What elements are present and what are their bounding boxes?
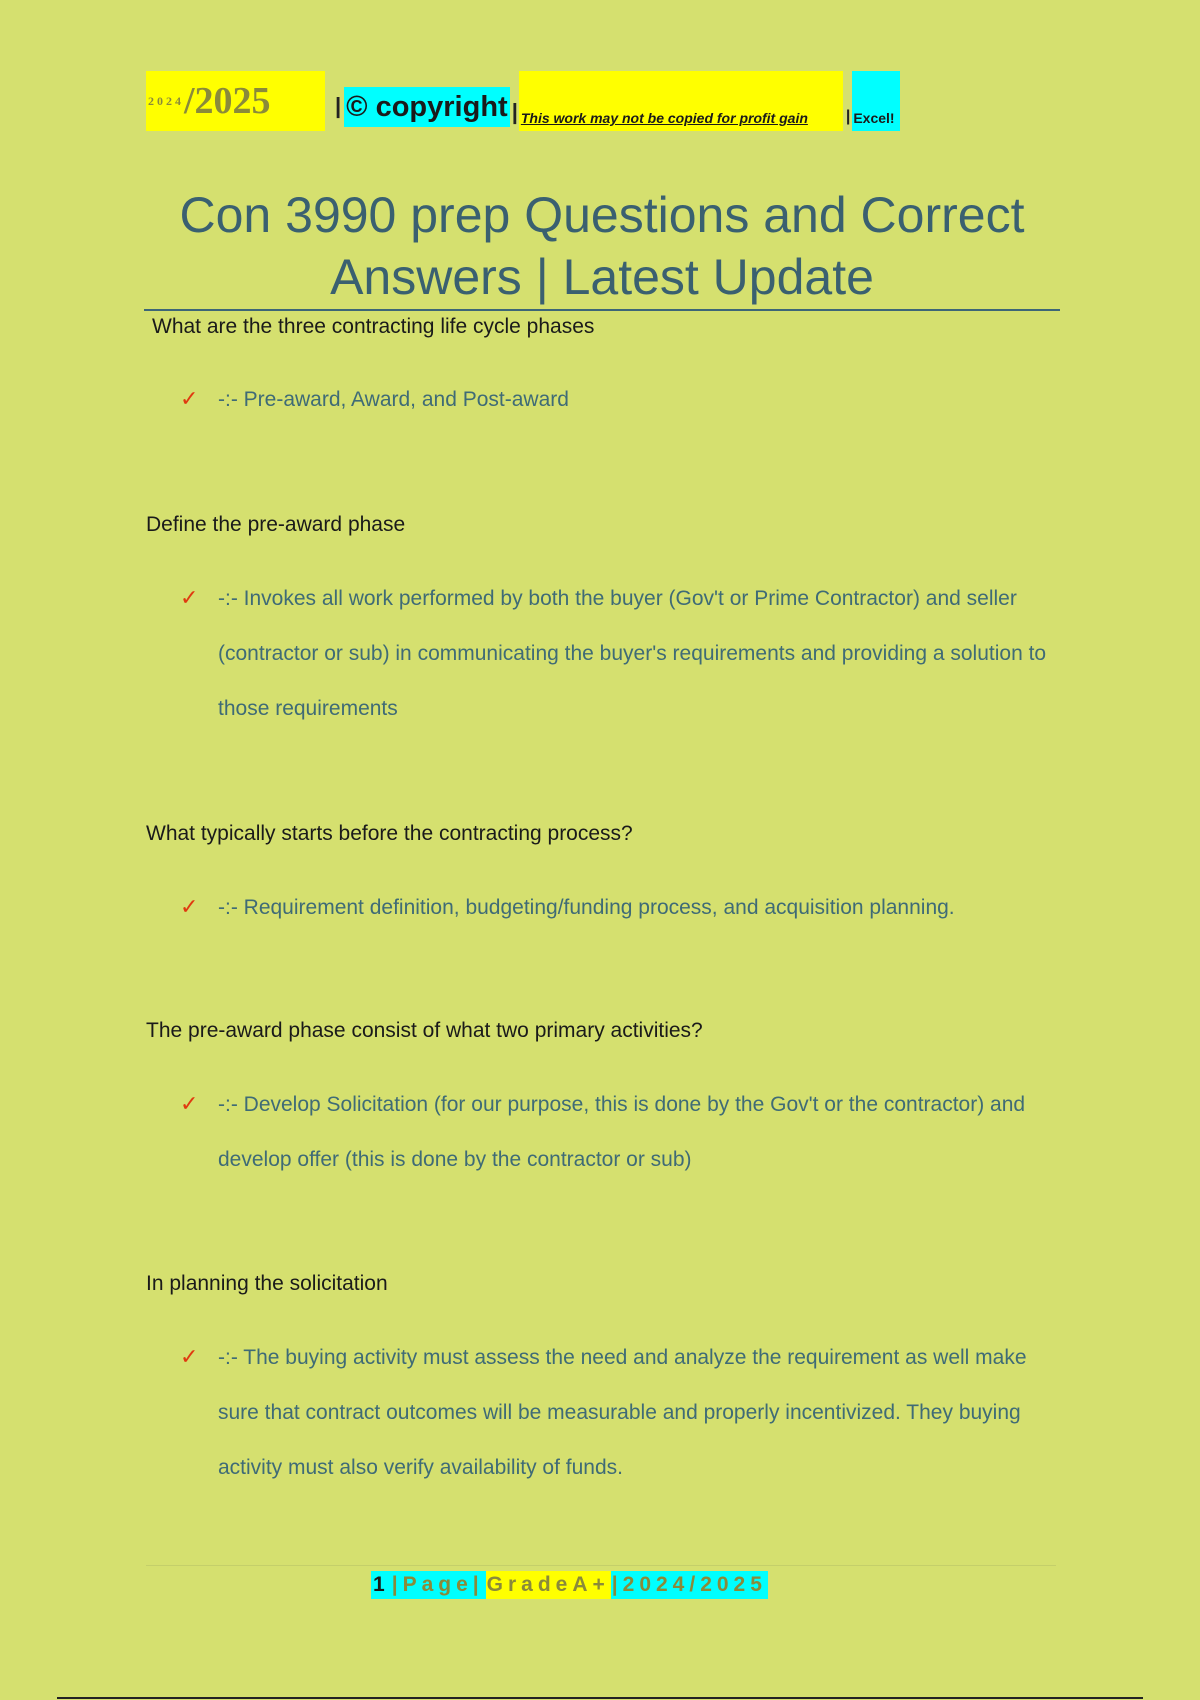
title-line-2: Answers | Latest Update <box>330 249 874 305</box>
checkmark-icon: ✓ <box>180 1345 199 1370</box>
header-separator: | <box>845 108 851 125</box>
header-separator: | <box>511 99 518 124</box>
answer <box>180 372 1068 427</box>
answer-text: -:- Invokes all work performed by both the buyer (Gov't or Prime Contractor) and seller (contractor or sub) in communicating the buyer's requirements and providing a solution to those requirements <box>218 587 1047 720</box>
year-badge <box>146 71 325 131</box>
excel-label: Excel! <box>852 71 900 131</box>
question: Define the pre-award phase <box>146 513 406 536</box>
copyright-header <box>146 71 900 131</box>
copy-notice: This work may not be copied for profit gain <box>519 71 843 131</box>
answer <box>180 880 1068 935</box>
answer-text: -:- Develop Solicitation (for our purpose, this is done by the Gov't or the contractor) and develop offer (this is done by the contractor or sub) <box>218 1093 1026 1171</box>
checkmark-icon: ✓ <box>180 387 199 412</box>
checkmark-icon: ✓ <box>180 586 199 611</box>
copyright-label: © copyright <box>344 87 510 127</box>
answer-text: -:- Pre-award, Award, and Post-award <box>218 388 569 411</box>
answer <box>180 1330 1068 1495</box>
title-line-1: Con 3990 prep Questions and Correct <box>179 187 1025 243</box>
page-footer <box>371 1571 768 1599</box>
page-number: 1 <box>373 1573 390 1596</box>
question: In planning the solicitation <box>146 1272 388 1295</box>
year-small: 2024 <box>148 93 184 108</box>
question: What are the three contracting life cycle phases <box>152 315 595 338</box>
checkmark-icon: ✓ <box>180 895 199 920</box>
year-big: /2025 <box>184 80 271 122</box>
answer-text: -:- The buying activity must assess the need and analyze the requirement as well make sure that contract outcomes will be measurable and properly incentivized. They buying activity must also verify availability of funds. <box>218 1346 1027 1479</box>
answer <box>180 1077 1068 1187</box>
footer-grade: GradeA+ <box>486 1571 611 1599</box>
page-bottom-divider <box>57 1697 1143 1699</box>
question: The pre-award phase consist of what two primary activities? <box>146 1019 703 1042</box>
header-separator: | <box>335 93 342 118</box>
answer-text: -:- Requirement definition, budgeting/funding process, and acquisition planning. <box>218 896 955 919</box>
answer <box>180 571 1068 736</box>
title-underline <box>144 309 1060 311</box>
footer-year: |2024/2025 <box>611 1571 768 1599</box>
footer-page <box>371 1571 486 1599</box>
footer-divider <box>146 1565 1056 1566</box>
checkmark-icon: ✓ <box>180 1092 199 1117</box>
question: What typically starts before the contracting process? <box>146 822 633 845</box>
page-label: |Page| <box>391 1573 484 1596</box>
page-title <box>144 184 1060 308</box>
